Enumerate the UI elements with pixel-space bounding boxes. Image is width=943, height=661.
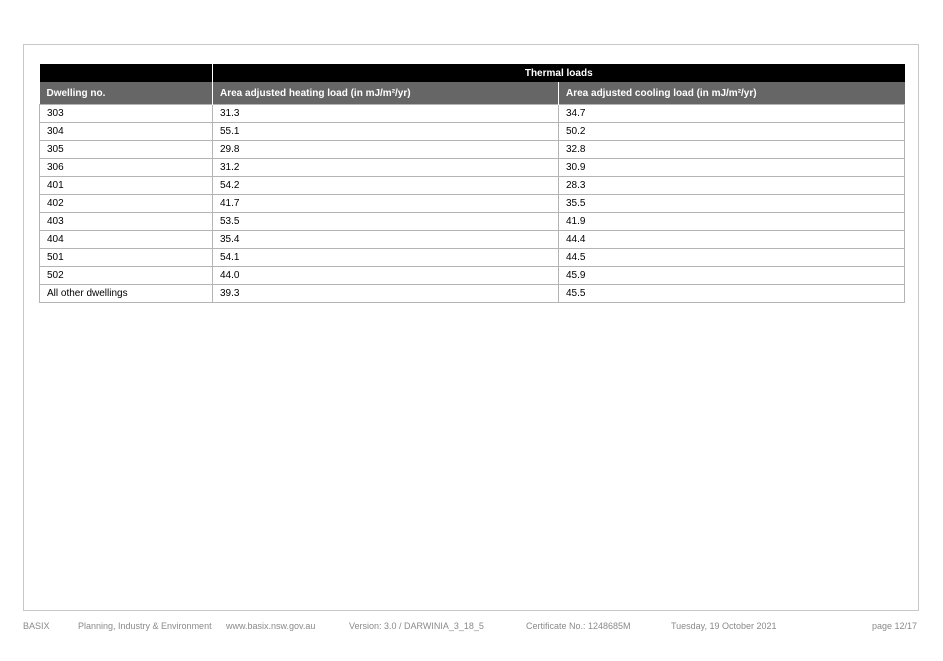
column-header-row (40, 82, 905, 105)
footer-certificate: Certificate No.: 1248685M (526, 621, 631, 631)
dwelling-cell: 501 (40, 249, 213, 267)
cooling-load-cell: 28.3 (559, 177, 905, 195)
thermal-loads-table (39, 64, 905, 303)
heating-load-cell: 31.2 (213, 159, 559, 177)
footer-version: Version: 3.0 / DARWINIA_3_18_5 (349, 621, 484, 631)
cooling-load-cell: 35.5 (559, 195, 905, 213)
footer-website: www.basix.nsw.gov.au (226, 621, 316, 631)
dwelling-cell: All other dwellings (40, 285, 213, 303)
heating-load-cell: 41.7 (213, 195, 559, 213)
table-row (40, 177, 905, 195)
cooling-load-cell: 45.5 (559, 285, 905, 303)
cooling-load-cell: 44.4 (559, 231, 905, 249)
table-row (40, 195, 905, 213)
cooling-load-cell: 30.9 (559, 159, 905, 177)
footer-page-number: page 12/17 (871, 621, 917, 631)
footer-brand: BASIX (23, 621, 50, 631)
heating-load-cell: 44.0 (213, 267, 559, 285)
cooling-load-cell: 32.8 (559, 141, 905, 159)
dwelling-cell: 403 (40, 213, 213, 231)
table-row (40, 123, 905, 141)
column-header-dwelling: Dwelling no. (40, 82, 213, 105)
footer-department: Planning, Industry & Environment (78, 621, 212, 631)
dwelling-cell: 304 (40, 123, 213, 141)
dwelling-cell: 306 (40, 159, 213, 177)
dwelling-cell: 303 (40, 105, 213, 123)
table-row (40, 285, 905, 303)
group-header-title: Thermal loads (213, 64, 905, 82)
table-row (40, 105, 905, 123)
heating-load-cell: 55.1 (213, 123, 559, 141)
table-row (40, 213, 905, 231)
dwelling-cell: 402 (40, 195, 213, 213)
table-row (40, 231, 905, 249)
group-header-blank (40, 64, 213, 82)
heating-load-cell: 53.5 (213, 213, 559, 231)
heating-load-cell: 29.8 (213, 141, 559, 159)
table-row (40, 159, 905, 177)
cooling-load-cell: 41.9 (559, 213, 905, 231)
dwelling-cell: 401 (40, 177, 213, 195)
table-row (40, 249, 905, 267)
heating-load-cell: 31.3 (213, 105, 559, 123)
dwelling-cell: 305 (40, 141, 213, 159)
footer-date: Tuesday, 19 October 2021 (671, 621, 777, 631)
heating-load-cell: 54.1 (213, 249, 559, 267)
heating-load-cell: 39.3 (213, 285, 559, 303)
table-row (40, 141, 905, 159)
column-header-heating-load: Area adjusted heating load (in mJ/m²/yr) (213, 82, 559, 105)
dwelling-cell: 502 (40, 267, 213, 285)
cooling-load-cell: 34.7 (559, 105, 905, 123)
dwelling-cell: 404 (40, 231, 213, 249)
group-header-row (40, 64, 905, 82)
heating-load-cell: 35.4 (213, 231, 559, 249)
heating-load-cell: 54.2 (213, 177, 559, 195)
cooling-load-cell: 44.5 (559, 249, 905, 267)
column-header-cooling-load: Area adjusted cooling load (in mJ/m²/yr) (559, 82, 905, 105)
cooling-load-cell: 50.2 (559, 123, 905, 141)
table-row (40, 267, 905, 285)
page-footer (23, 621, 919, 633)
cooling-load-cell: 45.9 (559, 267, 905, 285)
